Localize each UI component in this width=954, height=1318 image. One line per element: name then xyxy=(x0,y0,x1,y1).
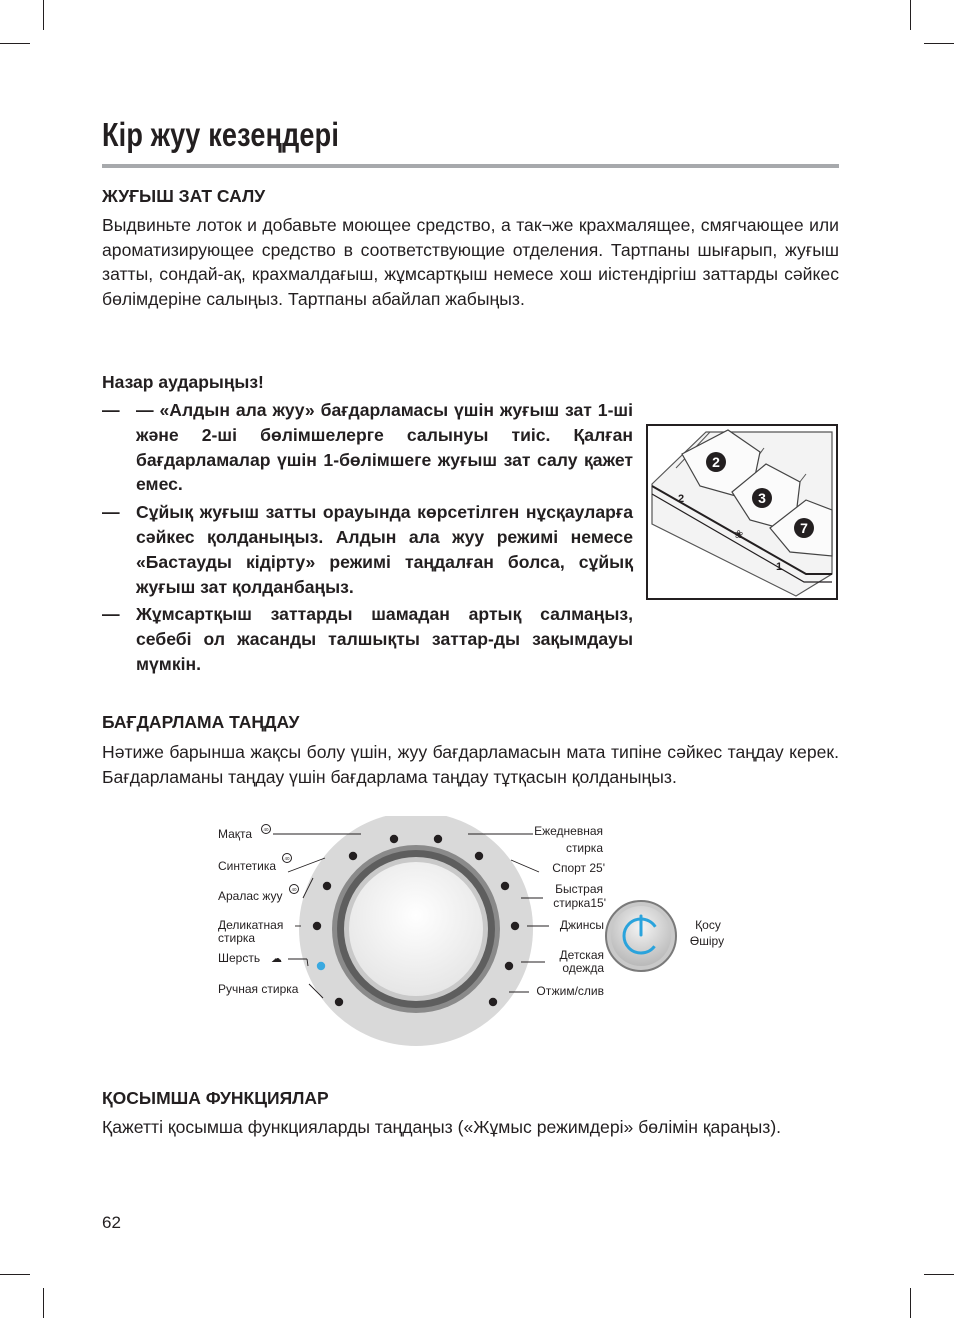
crop-mark xyxy=(43,1288,44,1318)
program-knob[interactable] xyxy=(349,862,483,996)
page-title: Кір жуу кезеңдері xyxy=(102,116,340,153)
list-item: — Сұйық жуғыш затты орауында көрсетілген нұсқауларға сәйкес қолданыңыз. Алдын ала жуу режимі немесе «Бастауды кідірту» режимі таңдалған болса, сұйық жуғыш зат қолданбаңыз. xyxy=(102,502,633,597)
detergent-paragraph: Выдвиньте лоток и добавьте моющее средство, а так¬же крахмалящее, смягчающее или ароматизирующее средство в соответствующие отделения. Тартпаны шығарып, жуғыш затты, сондай-ақ, крахмалдағыш, жұмсартқыш немесе хош иістендіргіш заттарды сәйкес бөлімдеріне салыңыз. Тартпаны абайлап жабыңыз. xyxy=(102,215,839,309)
drawer-label-2: 2 xyxy=(712,454,720,470)
attention-heading: Назар аударыңыз! xyxy=(102,372,264,392)
program-paragraph: Нәтиже барынша жақсы болу үшін, жуу бағдарламасын мата типіне сәйкес таңдау керек. Бағдарламаны таңдау үшін бағдарлама таңдау тұтқасын қолданыңыз. xyxy=(102,742,839,787)
program-cotton[interactable]: Мақта xyxy=(218,827,253,841)
program-mixed[interactable]: Аралас жуу xyxy=(218,889,283,903)
program-selector-diagram xyxy=(213,816,733,1052)
crop-mark xyxy=(910,0,911,30)
title-rule xyxy=(102,164,839,168)
softener-icon: ❀ xyxy=(734,528,744,541)
program-quick-line2: стирка15' xyxy=(553,896,606,910)
power-on-label: Қосу xyxy=(695,918,721,932)
crop-mark xyxy=(924,1274,954,1275)
power-off-label: Өшіру xyxy=(689,934,725,948)
program-wool[interactable]: Шерсть xyxy=(218,951,261,965)
program-hand-wash[interactable]: Ручная стирка xyxy=(218,982,299,996)
program-delicate[interactable]: Деликатная xyxy=(218,918,284,932)
drawer-slot-2: 2 xyxy=(678,493,685,505)
program-sport[interactable]: Спорт 25' xyxy=(552,861,605,875)
crop-mark xyxy=(43,0,44,30)
drawer-slot-1: 1 xyxy=(776,561,783,573)
list-item: — — «Алдын ала жуу» бағдарламасы үшін жуғыш зат 1-ші және 2-ші бөлімшелерге салынуы тиіс. Қалған бағдарламалар үшін 1-бөлімшеге жуғыш зат салу қажет емес. xyxy=(102,400,633,495)
selected-program-indicator xyxy=(317,962,325,970)
program-daily-line2: стирка xyxy=(565,841,603,855)
temperature-badge: 40 xyxy=(291,887,297,892)
wool-icon: ☁ xyxy=(271,953,282,965)
program-kids[interactable]: Детская xyxy=(559,948,604,962)
program-quick[interactable]: Быстрая xyxy=(555,882,603,896)
extra-functions-paragraph: Қажетті қосымша функцияларды таңдаңыз («Жұмыс режимдері» бөлімін қараңыз). xyxy=(102,1117,782,1137)
program-spin-drain[interactable]: Отжим/слив xyxy=(536,984,604,998)
program-synthetics[interactable]: Синтетика xyxy=(218,859,277,873)
program-daily[interactable]: Ежедневная xyxy=(534,824,603,838)
power-button[interactable] xyxy=(606,901,676,971)
program-jeans[interactable]: Джинсы xyxy=(559,918,604,932)
attention-list xyxy=(102,398,633,680)
crop-mark xyxy=(0,1274,30,1275)
crop-mark xyxy=(0,43,30,44)
page-number: 62 xyxy=(102,1213,121,1232)
crop-mark xyxy=(910,1288,911,1318)
crop-mark xyxy=(924,43,954,44)
detergent-drawer-illustration xyxy=(646,424,838,600)
drawer-label-3: 3 xyxy=(758,490,766,506)
temperature-badge: 40 xyxy=(284,856,290,861)
program-kids-line2: одежда xyxy=(562,961,604,975)
drawer-label-7: 7 xyxy=(800,520,808,536)
detergent-heading: ЖУҒЫШ ЗАТ САЛУ xyxy=(102,186,266,206)
program-delicate-line2: стирка xyxy=(218,931,256,945)
extra-functions-heading: ҚОСЫМША ФУНКЦИЯЛАР xyxy=(102,1088,329,1108)
temperature-badge: 40 xyxy=(263,827,269,832)
list-item: — Жұмсартқыш заттарды шамадан артық салмаңыз, себебі ол жасанды талшықты заттар-ды зақымдауы мүмкін. xyxy=(102,604,633,674)
program-heading: БАҒДАРЛАМА ТАҢДАУ xyxy=(102,712,300,732)
